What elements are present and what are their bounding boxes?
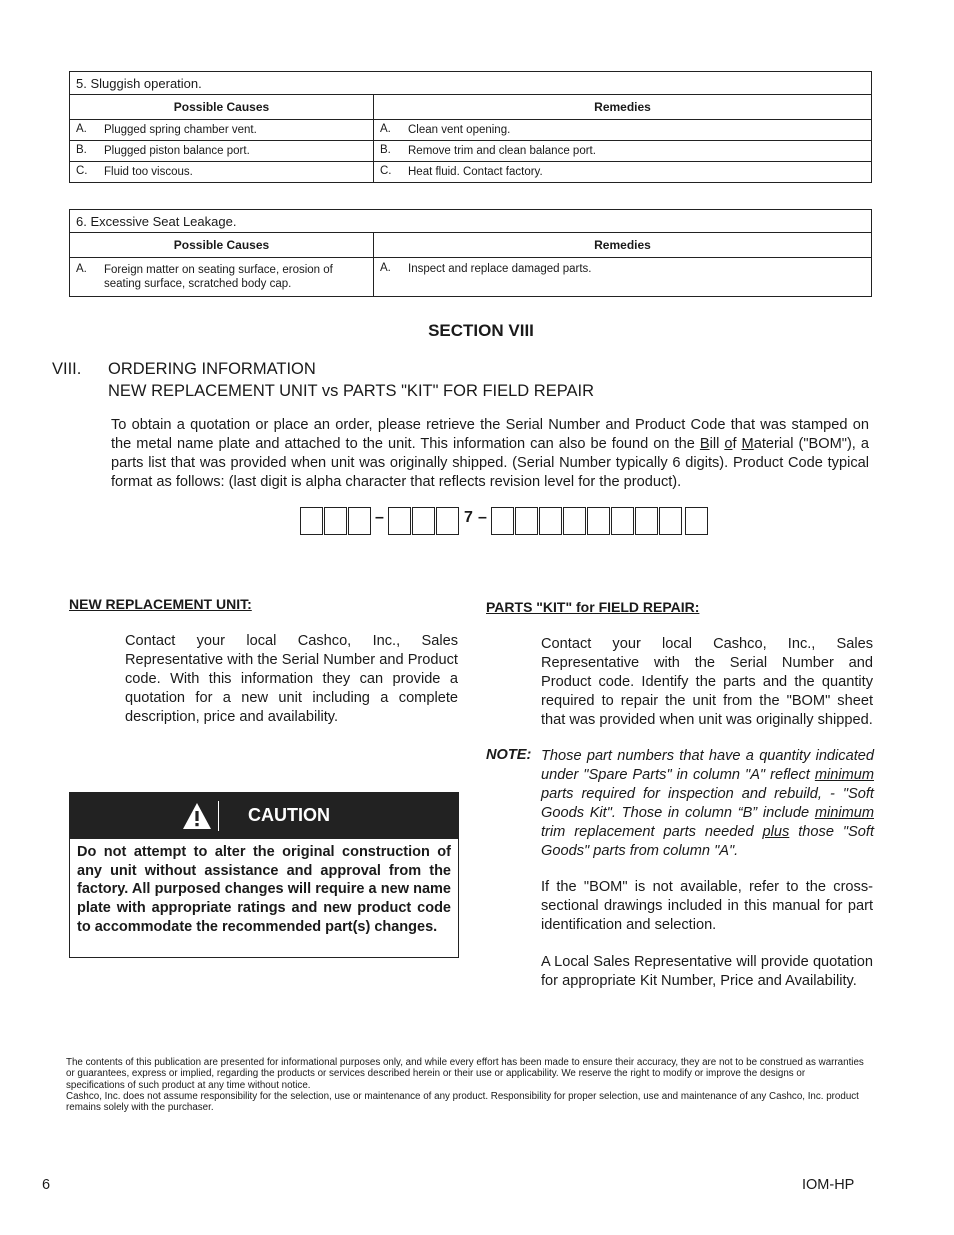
table-row xyxy=(70,141,872,162)
section-heading: SECTION VIII xyxy=(428,321,534,340)
remedy-letter: B. xyxy=(380,144,391,156)
code-box xyxy=(611,507,634,535)
caution-header xyxy=(70,793,458,839)
remedy-letter: A. xyxy=(380,262,391,274)
cause-text: Foreign matter on seating surface, erosion of seating surface, scratched body cap. xyxy=(104,264,333,290)
table-title: 6. Excessive Seat Leakage. xyxy=(70,210,872,233)
col-header-causes: Possible Causes xyxy=(70,95,374,120)
code-dash: – xyxy=(375,509,384,526)
disclaimer-paragraph: Cashco, Inc. does not assume responsibility for the selection, use or maintenance of any product. Responsibility for proper selection, use and maintenance of any Cashco, Inc. product remains solely with the purchaser. xyxy=(66,1090,859,1114)
code-box xyxy=(300,507,323,535)
note-text: Those part numbers that have a quantity indicated under "Spare Parts" in column "A" reflect minimum parts required for inspection and rebuild, - "Soft Goods Kit". Those in column “B” include minimum trim replacement parts needed plus those "Soft Goods" parts from column "A". xyxy=(541,748,875,859)
col-header-remedies: Remedies xyxy=(374,233,872,258)
ordering-title: ORDERING INFORMATION xyxy=(108,360,316,378)
cause-letter: A. xyxy=(76,263,87,275)
cause-text: Plugged spring chamber vent. xyxy=(104,124,257,136)
warning-triangle-icon xyxy=(182,801,219,831)
kit-heading: PARTS "KIT" for FIELD REPAIR: xyxy=(486,599,700,615)
table-row xyxy=(70,120,872,141)
remedy-text: Inspect and replace damaged parts. xyxy=(408,263,592,275)
cause-text: Fluid too viscous. xyxy=(104,166,193,178)
new-unit-body: Contact your local Cashco, Inc., Sales Representative with the Serial Number and Product code. With this information they can provide a quotation for a new unit including a complete description, price and availability. xyxy=(125,633,458,725)
code-box xyxy=(635,507,658,535)
ordering-subtitle: NEW REPLACEMENT UNIT vs PARTS "KIT" FOR FIELD REPAIR xyxy=(108,382,595,400)
table-row xyxy=(70,162,872,183)
code-box xyxy=(348,507,371,535)
remedy-letter: A. xyxy=(380,123,391,135)
code-box xyxy=(436,507,459,535)
code-box xyxy=(563,507,586,535)
document-id: IOM-HP xyxy=(802,1177,855,1193)
code-dash: – xyxy=(478,509,487,526)
remedy-letter: C. xyxy=(380,165,392,177)
caution-box xyxy=(69,792,459,958)
code-fixed-digit: 7 xyxy=(464,509,473,526)
code-box xyxy=(539,507,562,535)
caution-text: Do not attempt to alter the original construction of any unit without assistance and approval from the factory. All purposed changes will require a new name plate with appropriate ratings and new product code to accommodate the recommended part(s) changes. xyxy=(77,844,451,935)
code-box xyxy=(324,507,347,535)
remedy-text: Heat fluid. Contact factory. xyxy=(408,166,543,178)
page-number: 6 xyxy=(42,1177,51,1193)
cause-letter: C. xyxy=(76,165,88,177)
col-header-remedies: Remedies xyxy=(374,95,872,120)
table-excessive-seat-leakage xyxy=(69,209,872,297)
code-box xyxy=(491,507,514,535)
kit-body: Contact your local Cashco, Inc., Sales Representative with the Serial Number and Product code. Identify the parts and the quantity required to repair the unit from the "BOM" sheet that was provided when unit was originally shipped. xyxy=(541,636,873,728)
table-row xyxy=(70,258,872,297)
disclaimer-paragraph: The contents of this publication are presented for informational purposes only, and while every effort has been made to ensure their accuracy, they are not to be construed as warranties or guarantees, express or implied, regarding the products or services described herein or their use or applicability. We reserve the right to modify or improve the designs or specifications of such product at any time without notice. xyxy=(66,1057,864,1091)
caution-label: CAUTION xyxy=(248,805,330,825)
cause-letter: B. xyxy=(76,144,87,156)
cause-text: Plugged piston balance port. xyxy=(104,145,250,157)
new-unit-heading: NEW REPLACEMENT UNIT: xyxy=(69,596,252,612)
remedy-text: Remove trim and clean balance port. xyxy=(408,145,596,157)
ordering-intro: To obtain a quotation or place an order, please retrieve the Serial Number and Product Code that was stamped on the metal name plate and attached to the unit. This information can also be found on the Bill of Material ("BOM"), a parts list that was provided when unit was originally shipped. (Serial Number typically 6 digits). Product Code typical format as follows: (last digit is alpha character that reflects revision level for the product). xyxy=(111,417,869,490)
bom-note: If the "BOM" is not available, refer to the cross-sectional drawings included in this manual for part identification and selection. xyxy=(541,879,873,933)
sales-rep-note: A Local Sales Representative will provide quotation for appropriate Kit Number, Price and Availability. xyxy=(541,954,873,989)
code-box xyxy=(587,507,610,535)
table-title: 5. Sluggish operation. xyxy=(70,72,872,95)
code-box xyxy=(412,507,435,535)
remedy-text: Clean vent opening. xyxy=(408,124,511,136)
col-header-causes: Possible Causes xyxy=(70,233,374,258)
table-sluggish-operation xyxy=(69,71,872,183)
code-box xyxy=(388,507,411,535)
cause-letter: A. xyxy=(76,123,87,135)
disclaimer xyxy=(66,1057,866,1113)
code-box xyxy=(685,507,708,535)
code-box xyxy=(515,507,538,535)
section-numeral: VIII. xyxy=(52,360,82,378)
code-box xyxy=(659,507,682,535)
note-label: NOTE: xyxy=(486,747,532,763)
